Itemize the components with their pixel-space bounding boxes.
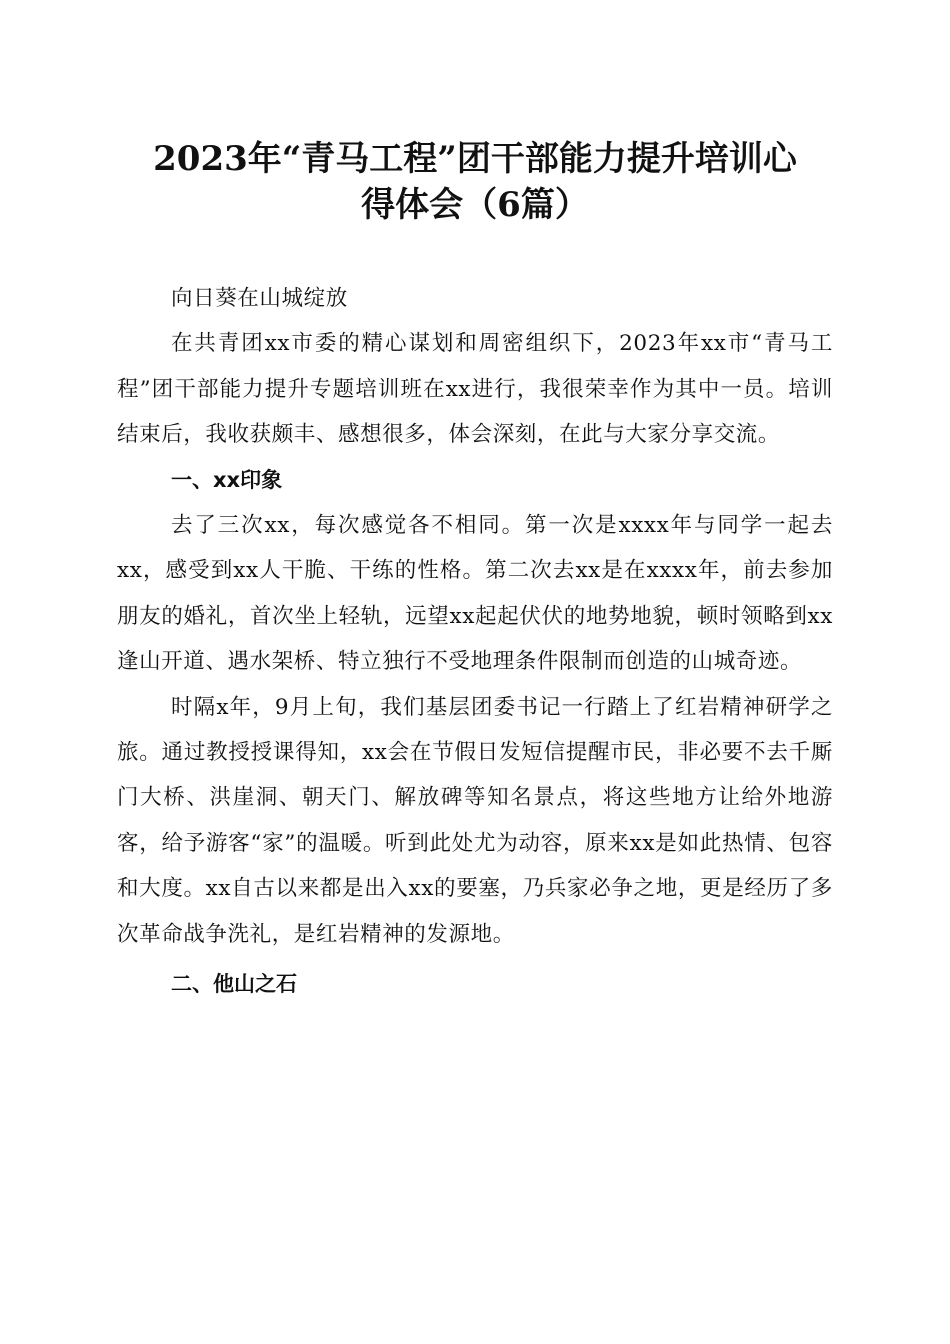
paragraph-intro: 在共青团xx市委的精心谋划和周密组织下，2023年xx市“青马工程”团干部能力提升专题培训班在xx进行，我很荣幸作为其中一员。培训结束后，我收获颇丰、感想很多，体会深刻，在此与大家分享交流。 <box>117 331 833 448</box>
document-title <box>120 136 830 228</box>
document-body <box>117 276 833 1008</box>
title-line-1: 2023年“青马工程”团干部能力提升培训心 <box>153 139 797 179</box>
title-line-2: 得体会（6篇） <box>361 185 589 225</box>
paragraph-impression-2: 时隔x年，9月上旬，我们基层团委书记一行踏上了红岩精神研学之旅。通过教授授课得知，xx会在节假日发短信提醒市民，非必要不去千厮门大桥、洪崖洞、朝天门、解放碑等知名景点，将这些地方让给外地游客，给予游客“家”的温暖。听到此处尤为动容，原来xx是如此热情、包容和大度。xx自古以来都是出入xx的要塞，乃兵家必争之地，更是经历了多次革命战争洗礼，是红岩精神的发源地。 <box>117 694 833 947</box>
section-heading-2: 二、他山之石 <box>171 972 297 997</box>
article-subtitle: 向日葵在山城绽放 <box>171 286 348 311</box>
section-heading-1: 一、xx印象 <box>171 467 283 492</box>
paragraph-impression-1: 去了三次xx，每次感觉各不相同。第一次是xxxx年与同学一起去xx，感受到xx人干脆、干练的性格。第二次去xx是在xxxx年，前去参加朋友的婚礼，首次坐上轻轨，远望xx起起伏伏的地势地貌，顿时领略到xx逢山开道、遇水架桥、特立独行不受地理条件限制而创造的山城奇迹。 <box>117 513 833 675</box>
